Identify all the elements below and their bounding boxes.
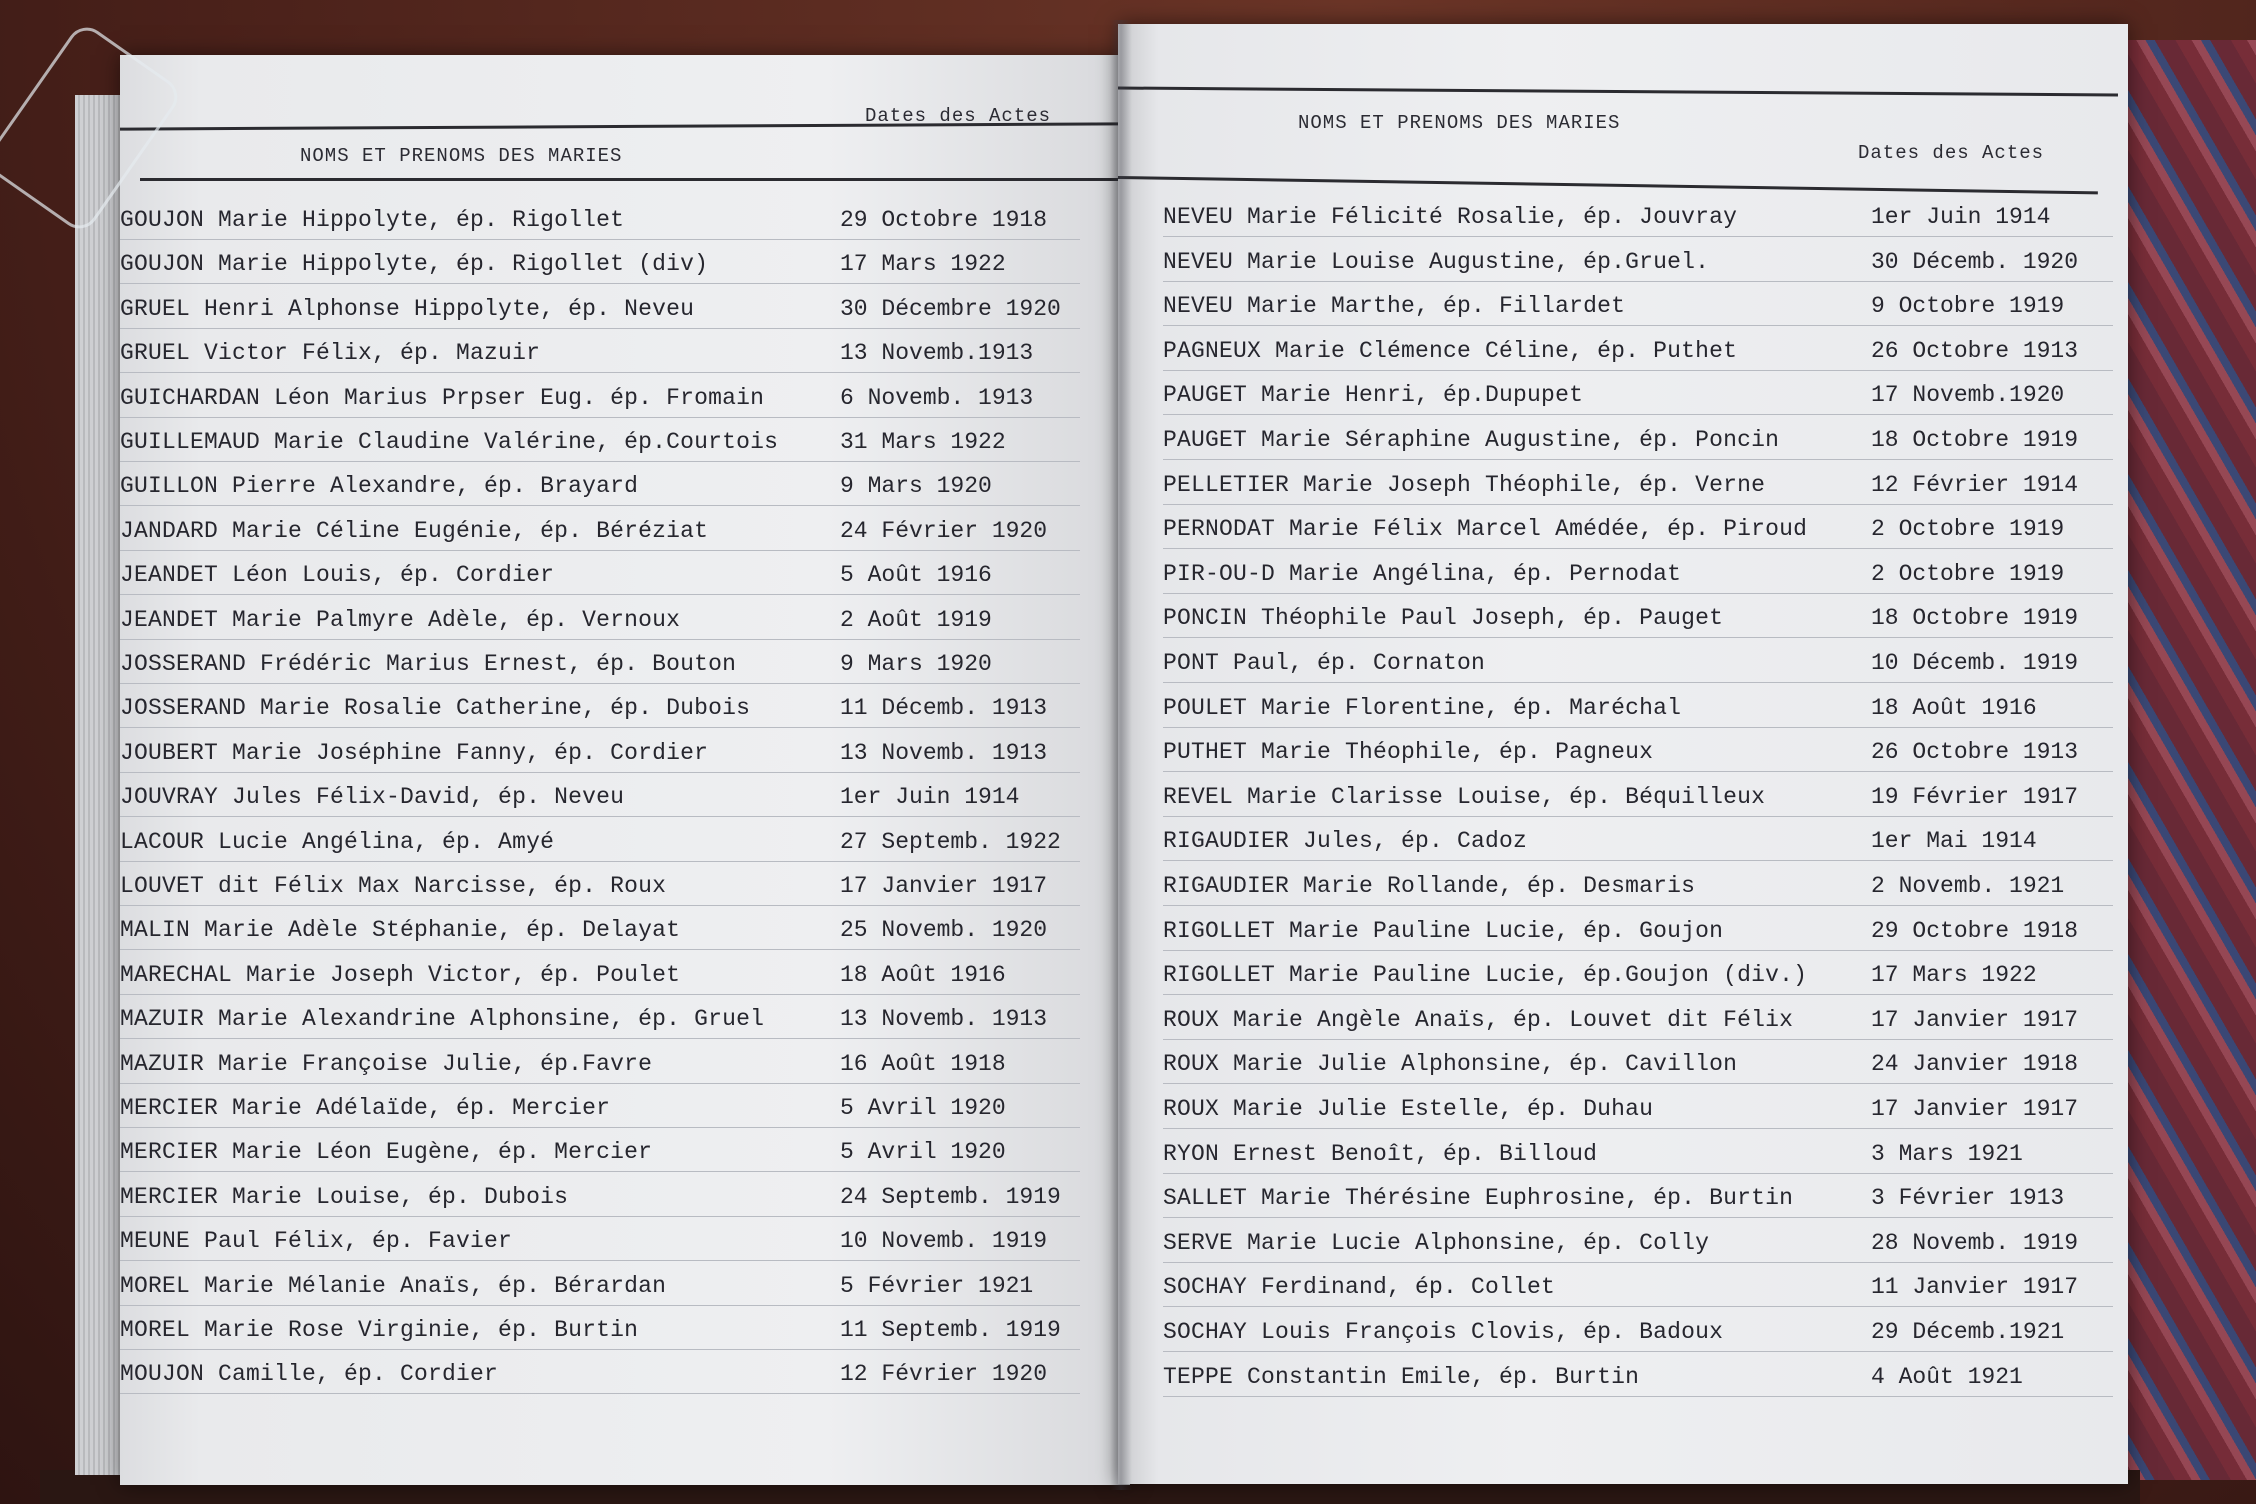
ledger-row [120, 1135, 1080, 1172]
ledger-row [1163, 691, 2113, 728]
spouse-name: RIGAUDIER Marie Rollande, ép. Desmaris [1163, 873, 1696, 899]
act-date: 13 Novemb. 1913 [840, 1006, 1048, 1033]
spouse-name: NEVEU Marie Félicité Rosalie, ép. Jouvray [1163, 204, 1738, 230]
spouse-name: MAZUIR Marie Alexandrine Alphonsine, ép. Gruel [120, 1006, 765, 1033]
spouse-name: JEANDET Marie Palmyre Adèle, ép. Vernoux [120, 606, 681, 633]
ledger-row [120, 1313, 1080, 1350]
act-date: 17 Janvier 1917 [1871, 1096, 2079, 1122]
act-date: 29 Octobre 1918 [1871, 917, 2079, 944]
ledger-row [120, 336, 1080, 373]
act-date: 26 Octobre 1913 [1871, 337, 2079, 364]
act-date: 25 Novemb. 1920 [840, 917, 1048, 944]
act-date: 13 Novemb.1913 [840, 340, 1034, 367]
spouse-name: SOCHAY Louis François Clovis, ép. Badoux [1163, 1319, 1724, 1345]
act-date: 27 Septemb. 1922 [840, 828, 1061, 855]
spouse-name: NEVEU Marie Louise Augustine, ép.Gruel. [1163, 248, 1710, 275]
act-date: 30 Décembre 1920 [840, 295, 1061, 322]
spouse-name: ROUX Marie Julie Estelle, ép. Duhau [1163, 1096, 1654, 1122]
spouse-name: PELLETIER Marie Joseph Théophile, ép. Verne [1163, 471, 1766, 498]
act-date: 5 Avril 1920 [840, 1139, 1006, 1166]
act-date: 2 Novemb. 1921 [1871, 873, 2065, 899]
spouse-name: JOSSERAND Marie Rosalie Catherine, ép. Dubois [120, 695, 751, 722]
ledger-row [120, 603, 1080, 640]
act-date: 17 Janvier 1917 [1871, 1006, 2079, 1033]
spouse-name: POULET Marie Florentine, ép. Maréchal [1163, 694, 1682, 721]
ledger-row [120, 1047, 1080, 1084]
spouse-name: TEPPE Constantin Emile, ép. Burtin [1163, 1363, 1640, 1390]
ledger-row [1163, 869, 2113, 906]
spouse-name: JOUBERT Marie Joséphine Fanny, ép. Cordier [120, 739, 709, 766]
spouse-name: MARECHAL Marie Joseph Victor, ép. Poulet [120, 961, 681, 988]
act-date: 9 Mars 1920 [840, 473, 992, 500]
ledger-row [120, 381, 1080, 418]
spouse-name: PAUGET Marie Séraphine Augustine, ép. Poncin [1163, 427, 1780, 453]
ledger-row [1163, 334, 2113, 371]
act-date: 10 Novemb. 1919 [840, 1228, 1048, 1255]
spouse-name: PONCIN Théophile Paul Joseph, ép. Pauget [1163, 605, 1724, 632]
act-date: 26 Octobre 1913 [1871, 739, 2079, 766]
spouse-name: MAZUIR Marie Françoise Julie, ép.Favre [120, 1050, 653, 1077]
ledger-row [120, 1224, 1080, 1261]
ledger-row [1163, 378, 2113, 415]
spouse-name: SALLET Marie Thérésine Euphrosine, ép. Burtin [1163, 1185, 1794, 1212]
spouse-name: PAGNEUX Marie Clémence Céline, ép. Puthet [1163, 337, 1738, 364]
act-date: 5 Avril 1920 [840, 1095, 1006, 1121]
act-date: 17 Mars 1922 [1871, 962, 2037, 989]
ledger-row [120, 247, 1080, 284]
ledger-row [120, 913, 1080, 950]
act-date: 24 Février 1920 [840, 517, 1048, 544]
spouse-name: NEVEU Marie Marthe, ép. Fillardet [1163, 293, 1626, 320]
act-date: 18 Octobre 1919 [1871, 605, 2079, 632]
act-date: 2 Octobre 1919 [1871, 560, 2065, 587]
ledger-row [120, 1002, 1080, 1039]
ledger-row [1163, 1270, 2113, 1307]
spouse-name: JANDARD Marie Céline Eugénie, ép. Béréziat [120, 517, 709, 544]
spouse-name: JOUVRAY Jules Félix-David, ép. Neveu [120, 784, 625, 811]
spouse-name: RIGAUDIER Jules, ép. Cadoz [1163, 828, 1528, 855]
spouse-name: JEANDET Léon Louis, ép. Cordier [120, 562, 555, 589]
act-date: 2 Août 1919 [840, 606, 992, 633]
act-date: 11 Septemb. 1919 [840, 1317, 1061, 1343]
right-page [1118, 24, 2128, 1484]
ledger-row [1163, 1181, 2113, 1218]
spouse-name: RIGOLLET Marie Pauline Lucie, ép. Goujon [1163, 917, 1724, 944]
ledger-row [120, 958, 1080, 995]
ledger-row [120, 1180, 1080, 1217]
act-date: 10 Décemb. 1919 [1871, 650, 2079, 676]
ledger-row [1163, 512, 2113, 549]
spouse-name: JOSSERAND Frédéric Marius Ernest, ép. Bouton [120, 651, 737, 677]
names-column-header: NOMS ET PRENOMS DES MARIES [300, 145, 623, 167]
spouse-name: PUTHET Marie Théophile, ép. Pagneux [1163, 739, 1654, 766]
spouse-name: MERCIER Marie Léon Eugène, ép. Mercier [120, 1139, 653, 1166]
spouse-name: MEUNE Paul Félix, ép. Favier [120, 1228, 513, 1255]
ledger-row [1163, 646, 2113, 683]
act-date: 29 Décemb.1921 [1871, 1319, 2065, 1345]
act-date: 3 Février 1913 [1871, 1185, 2065, 1212]
ledger-row [1163, 914, 2113, 951]
spouse-name: GOUJON Marie Hippolyte, ép. Rigollet (div) [120, 251, 709, 278]
header-rule-bottom [1118, 176, 2098, 194]
ledger-row [120, 869, 1080, 906]
ledger-row [120, 292, 1080, 329]
act-date: 2 Octobre 1919 [1871, 516, 2065, 543]
book-gutter [1110, 20, 1132, 1490]
ledger-row [1163, 1003, 2113, 1040]
ledger-row [1163, 1092, 2113, 1129]
spouse-name: GOUJON Marie Hippolyte, ép. Rigollet [120, 207, 625, 233]
act-date: 16 Août 1918 [840, 1050, 1006, 1077]
spouse-name: SERVE Marie Lucie Alphonsine, ép. Colly [1163, 1229, 1710, 1256]
ledger-row [1163, 557, 2113, 594]
left-page [120, 55, 1130, 1485]
act-date: 9 Mars 1920 [840, 651, 992, 677]
ledger-row [1163, 1226, 2113, 1263]
spouse-name: RIGOLLET Marie Pauline Lucie, ép.Goujon (div.) [1163, 962, 1808, 989]
ledger-row [1163, 245, 2113, 282]
spouse-name: MOREL Marie Mélanie Anaïs, ép. Bérardan [120, 1272, 667, 1299]
marbled-cover [2120, 40, 2256, 1480]
act-date: 13 Novemb. 1913 [840, 739, 1048, 766]
ledger-row [120, 425, 1080, 462]
spouse-name: GUILLEMAUD Marie Claudine Valérine, ép.Courtois [120, 429, 779, 455]
ledger-row [120, 203, 1080, 240]
ledger-row [1163, 200, 2113, 237]
ledger-row [120, 736, 1080, 773]
ledger-row [1163, 1360, 2113, 1397]
ledger-row [1163, 1047, 2113, 1084]
act-date: 4 Août 1921 [1871, 1363, 2023, 1390]
spouse-name: REVEL Marie Clarisse Louise, ép. Béquilleux [1163, 783, 1766, 810]
spouse-name: PERNODAT Marie Félix Marcel Amédée, ép. Piroud [1163, 516, 1808, 543]
act-date: 11 Janvier 1917 [1871, 1274, 2079, 1301]
spouse-name: GUICHARDAN Léon Marius Prpser Eug. ép. Fromain [120, 384, 765, 411]
spouse-name: MOREL Marie Rose Virginie, ép. Burtin [120, 1317, 639, 1343]
spouse-name: MALIN Marie Adèle Stéphanie, ép. Delayat [120, 917, 681, 944]
ledger-row [120, 825, 1080, 862]
names-column-header: NOMS ET PRENOMS DES MARIES [1298, 112, 1621, 134]
spouse-name: SOCHAY Ferdinand, ép. Collet [1163, 1274, 1556, 1301]
ledger-row [1163, 780, 2113, 817]
ledger-row [120, 780, 1080, 817]
act-date: 9 Octobre 1919 [1871, 293, 2065, 320]
act-date: 30 Décemb. 1920 [1871, 248, 2079, 275]
ledger-row [120, 647, 1080, 684]
spouse-name: GRUEL Henri Alphonse Hippolyte, ép. Neveu [120, 295, 695, 322]
ledger-row [1163, 468, 2113, 505]
spouse-name: GUILLON Pierre Alexandre, ép. Brayard [120, 473, 639, 500]
dates-column-header: Dates des Actes [1858, 142, 2045, 164]
ledger-row [120, 469, 1080, 506]
act-date: 5 Février 1921 [840, 1272, 1034, 1299]
act-date: 12 Février 1914 [1871, 471, 2079, 498]
ledger-row [120, 1269, 1080, 1306]
spouse-name: MOUJON Camille, ép. Cordier [120, 1361, 499, 1388]
act-date: 31 Mars 1922 [840, 429, 1006, 455]
spouse-name: ROUX Marie Angèle Anaïs, ép. Louvet dit Félix [1163, 1006, 1794, 1033]
spouse-name: PAUGET Marie Henri, ép.Dupupet [1163, 382, 1584, 409]
act-date: 6 Novemb. 1913 [840, 384, 1034, 411]
header-rule-bottom [140, 178, 1120, 181]
ledger-row [1163, 1315, 2113, 1352]
spouse-name: LOUVET dit Félix Max Narcisse, ép. Roux [120, 873, 667, 899]
act-date: 28 Novemb. 1919 [1871, 1229, 2079, 1256]
act-date: 1er Juin 1914 [840, 784, 1020, 811]
act-date: 24 Septemb. 1919 [840, 1183, 1061, 1210]
ledger-row [120, 1357, 1080, 1394]
act-date: 11 Décemb. 1913 [840, 695, 1048, 722]
header-rule-top [1118, 87, 2118, 97]
spouse-name: LACOUR Lucie Angélina, ép. Amyé [120, 828, 555, 855]
act-date: 18 Août 1916 [840, 961, 1006, 988]
spouse-name: PONT Paul, ép. Cornaton [1163, 650, 1486, 676]
ledger-row [1163, 958, 2113, 995]
act-date: 17 Novemb.1920 [1871, 382, 2065, 409]
act-date: 1er Juin 1914 [1871, 204, 2051, 230]
spouse-name: GRUEL Victor Félix, ép. Mazuir [120, 340, 541, 367]
act-date: 29 Octobre 1918 [840, 207, 1048, 233]
act-date: 17 Mars 1922 [840, 251, 1006, 278]
spouse-name: RYON Ernest Benoît, ép. Billoud [1163, 1140, 1598, 1167]
ledger-row [120, 558, 1080, 595]
ledger-row [1163, 824, 2113, 861]
act-date: 12 Février 1920 [840, 1361, 1048, 1388]
ledger-row [120, 691, 1080, 728]
act-date: 5 Août 1916 [840, 562, 992, 589]
ledger-row [1163, 735, 2113, 772]
ledger-row [1163, 423, 2113, 460]
dates-column-header: Dates des Actes [865, 105, 1052, 127]
act-date: 19 Février 1917 [1871, 783, 2079, 810]
spouse-name: PIR-OU-D Marie Angélina, ép. Pernodat [1163, 560, 1682, 587]
act-date: 3 Mars 1921 [1871, 1140, 2023, 1167]
spouse-name: MERCIER Marie Adélaïde, ép. Mercier [120, 1095, 611, 1121]
ledger-row [120, 1091, 1080, 1128]
ledger-row [1163, 289, 2113, 326]
ledger-row [1163, 1137, 2113, 1174]
ledger-row [1163, 601, 2113, 638]
spouse-name: ROUX Marie Julie Alphonsine, ép. Cavillon [1163, 1051, 1738, 1078]
act-date: 24 Janvier 1918 [1871, 1051, 2079, 1078]
act-date: 18 Août 1916 [1871, 694, 2037, 721]
ledger-row [120, 514, 1080, 551]
spouse-name: MERCIER Marie Louise, ép. Dubois [120, 1183, 569, 1210]
act-date: 1er Mai 1914 [1871, 828, 2037, 855]
act-date: 17 Janvier 1917 [840, 873, 1048, 899]
act-date: 18 Octobre 1919 [1871, 427, 2079, 453]
